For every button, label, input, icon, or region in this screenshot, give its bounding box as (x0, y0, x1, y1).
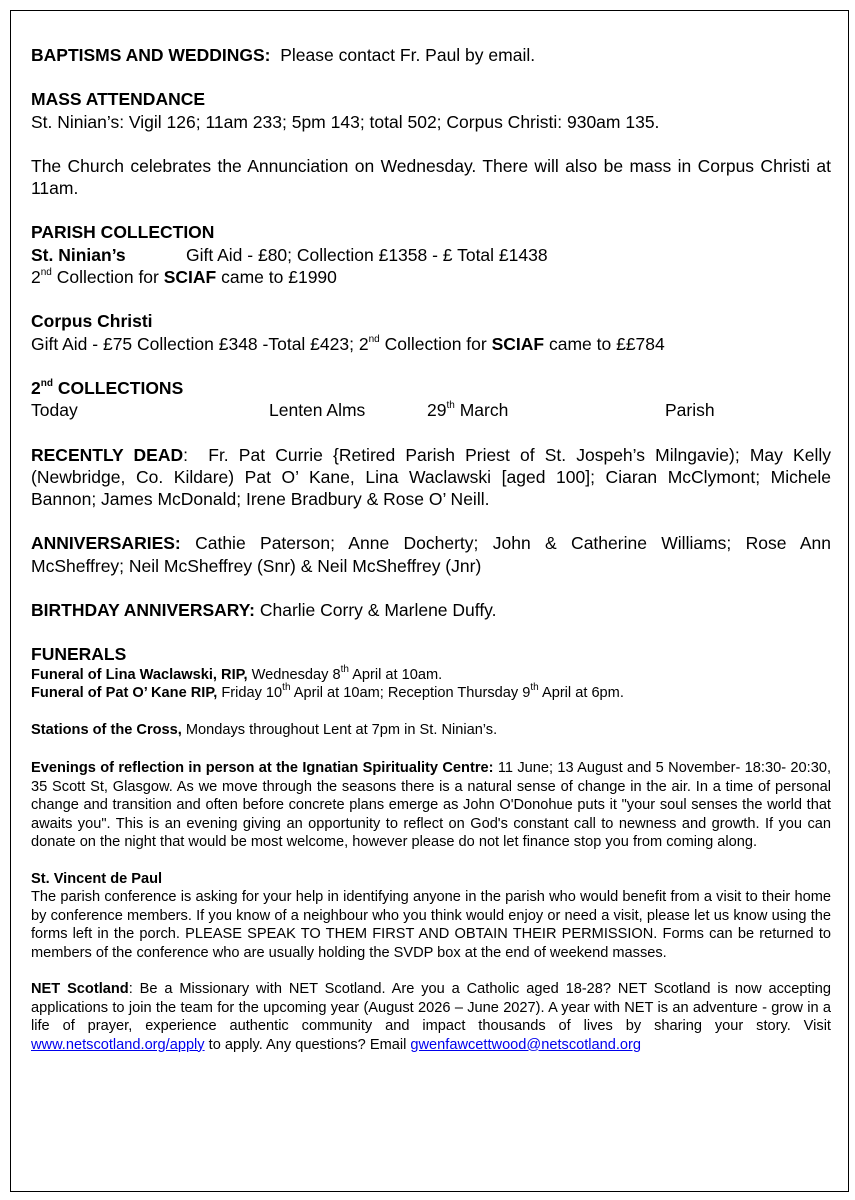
second-collection-next: Parish (665, 400, 715, 421)
funerals-heading: FUNERALS (31, 644, 127, 665)
stations-heading: Stations of the Cross, (31, 721, 182, 738)
second-collections-heading: 2nd COLLECTIONS (31, 377, 184, 398)
parish-collection-heading: PARISH COLLECTION (31, 222, 215, 243)
mass-attendance-heading: MASS ATTENDANCE (31, 89, 206, 110)
corpus-christi-collection-text: Gift Aid - £75 Collection £348 -Total £423; 2nd Collection for SCIAF came to ££784 (31, 333, 665, 354)
funeral-item: Funeral of Pat O’ Kane RIP, Friday 10th April at 10am; Reception Thursday 9th April at 6pm. (31, 682, 624, 702)
annunciation-text: The Church celebrates the Annunciation on Wednesday. There will also be mass in Corpus Christi at 11am. (31, 155, 831, 199)
evenings-paragraph (31, 759, 831, 852)
bulletin-content (31, 44, 831, 1054)
birthday-text: Charlie Corry & Marlene Duffy. (259, 600, 497, 621)
baptisms-paragraph (31, 44, 831, 66)
birthday-heading: BIRTHDAY ANNIVERSARY: (31, 600, 255, 621)
net-email-link[interactable]: gwenfawcettwood@netscotland.org (410, 1036, 642, 1053)
st-ninians-label: St. Ninian’s (31, 244, 126, 265)
svdp-heading: St. Vincent de Paul (31, 870, 163, 887)
anniversaries-text: Cathie Paterson; Anne Docherty; John & Catherine Williams; Rose Ann McSheffrey; Neil McSheffrey (Snr) & Neil McSheffrey (Jnr) (31, 533, 831, 576)
net-scotland-paragraph: NET Scotland: Be a Missionary with NET Scotland. Are you a Catholic aged 18-28? NET Scotland is now accepting applications to join the team for the upcoming year (August 2026 – June 2027). A year with NET is an adventure - grow in a life of prayer, experience authentic community and impact thousands of lives by sharing your story. Visit www.netscotland.org/apply to apply. Any questions? Email gwenfawcettwood@netscotland.org (31, 981, 831, 1053)
anniversaries-paragraph (31, 532, 831, 577)
evenings-text: 11 June; 13 August and 5 November- 18:30- 20:30, 35 Scott St, Glasgow. As we move through the seasons there is a natural sense of change in the air. In a time of personal change and transition and often before concrete plans emerge as John O'Donohue puts it "your soul senses the world that awaits you". This is an evening giving an opportunity to reflect on God's constant call to newness and growth. If you can donate on the night that would be most welcome, however please do not let finance stop you from coming along. (31, 760, 831, 851)
stations-paragraph (31, 721, 831, 740)
recently-dead-paragraph: RECENTLY DEAD: Fr. Pat Currie {Retired Parish Priest of St. Jospeh’s Milngavie); May Kelly (Newbridge, Co. Kildare) Pat O’ Kane, Lina Waclawski [aged 100]; Ciaran McClymont; Michele Bannon; James McDonald; Irene Bradbury & Rose O’ Neill. (31, 444, 831, 510)
recently-dead-text: Fr. Pat Currie {Retired Parish Priest of St. Jospeh’s Milngavie); May Kelly (Newbridge, Co. Kildare) Pat O’ Kane, Lina Waclawski [aged 100]; Ciaran McClymont; Michele Bannon; James McDonald; Irene Bradbury & Rose O’ Neill. (31, 444, 831, 510)
corpus-christi-heading: Corpus Christi (31, 311, 153, 332)
recently-dead-heading: RECENTLY DEAD (31, 444, 184, 465)
anniversaries-heading: ANNIVERSARIES: (31, 533, 181, 554)
evenings-heading: Evenings of reflection in person at the Ignatian Spirituality Centre: (31, 760, 494, 777)
funeral-item: Funeral of Lina Waclawski, RIP, Wednesday 8th April at 10am. (31, 663, 443, 683)
net-scotland-heading: NET Scotland (31, 981, 129, 998)
st-ninians-collection-row (31, 244, 831, 266)
second-collection-name: Lenten Alms (269, 400, 366, 421)
mass-attendance-text: St. Ninian’s: Vigil 126; 11am 233; 5pm 143; total 502; Corpus Christi: 930am 135. (31, 111, 660, 132)
stations-text: Mondays throughout Lent at 7pm in St. Ninian’s. (185, 721, 498, 738)
net-apply-link[interactable]: www.netscotland.org/apply (31, 1036, 205, 1053)
baptisms-text: Please contact Fr. Paul by email. (280, 45, 536, 65)
baptisms-heading: BAPTISMS AND WEDDINGS: (31, 45, 271, 65)
st-ninians-second-collection: 2nd Collection for SCIAF came to £1990 (31, 267, 337, 288)
second-collections-row (31, 399, 831, 421)
second-collection-when: Today (31, 400, 78, 421)
birthday-paragraph (31, 599, 831, 621)
second-collection-date: 29th March (427, 400, 509, 421)
net-scotland-text: : Be a Missionary with NET Scotland. Are you a Catholic aged 18-28? NET Scotland is now accepting applications to join the team for the upcoming year (August 2026 – June 2027). A year with NET is an adventure - grow in a life of prayer, experience authentic community and impact thousands of lives by sharing your story. Visit (31, 981, 831, 1035)
svdp-text: The parish conference is asking for your help in identifying anyone in the parish who would benefit from a visit to their home by conference members. If you know of a neighbour who you think would enjoy or need a visit, please let us know using the forms left in the porch. PLEASE SPEAK TO THEM FIRST AND OBTAIN THEIR PERMISSION. Forms can be returned to members of the conference who are usually holding the SVDP box at the end of weekend masses. (31, 889, 831, 961)
st-ninians-collection-text: Gift Aid - £80; Collection £1358 - £ Total £1438 (186, 244, 548, 265)
